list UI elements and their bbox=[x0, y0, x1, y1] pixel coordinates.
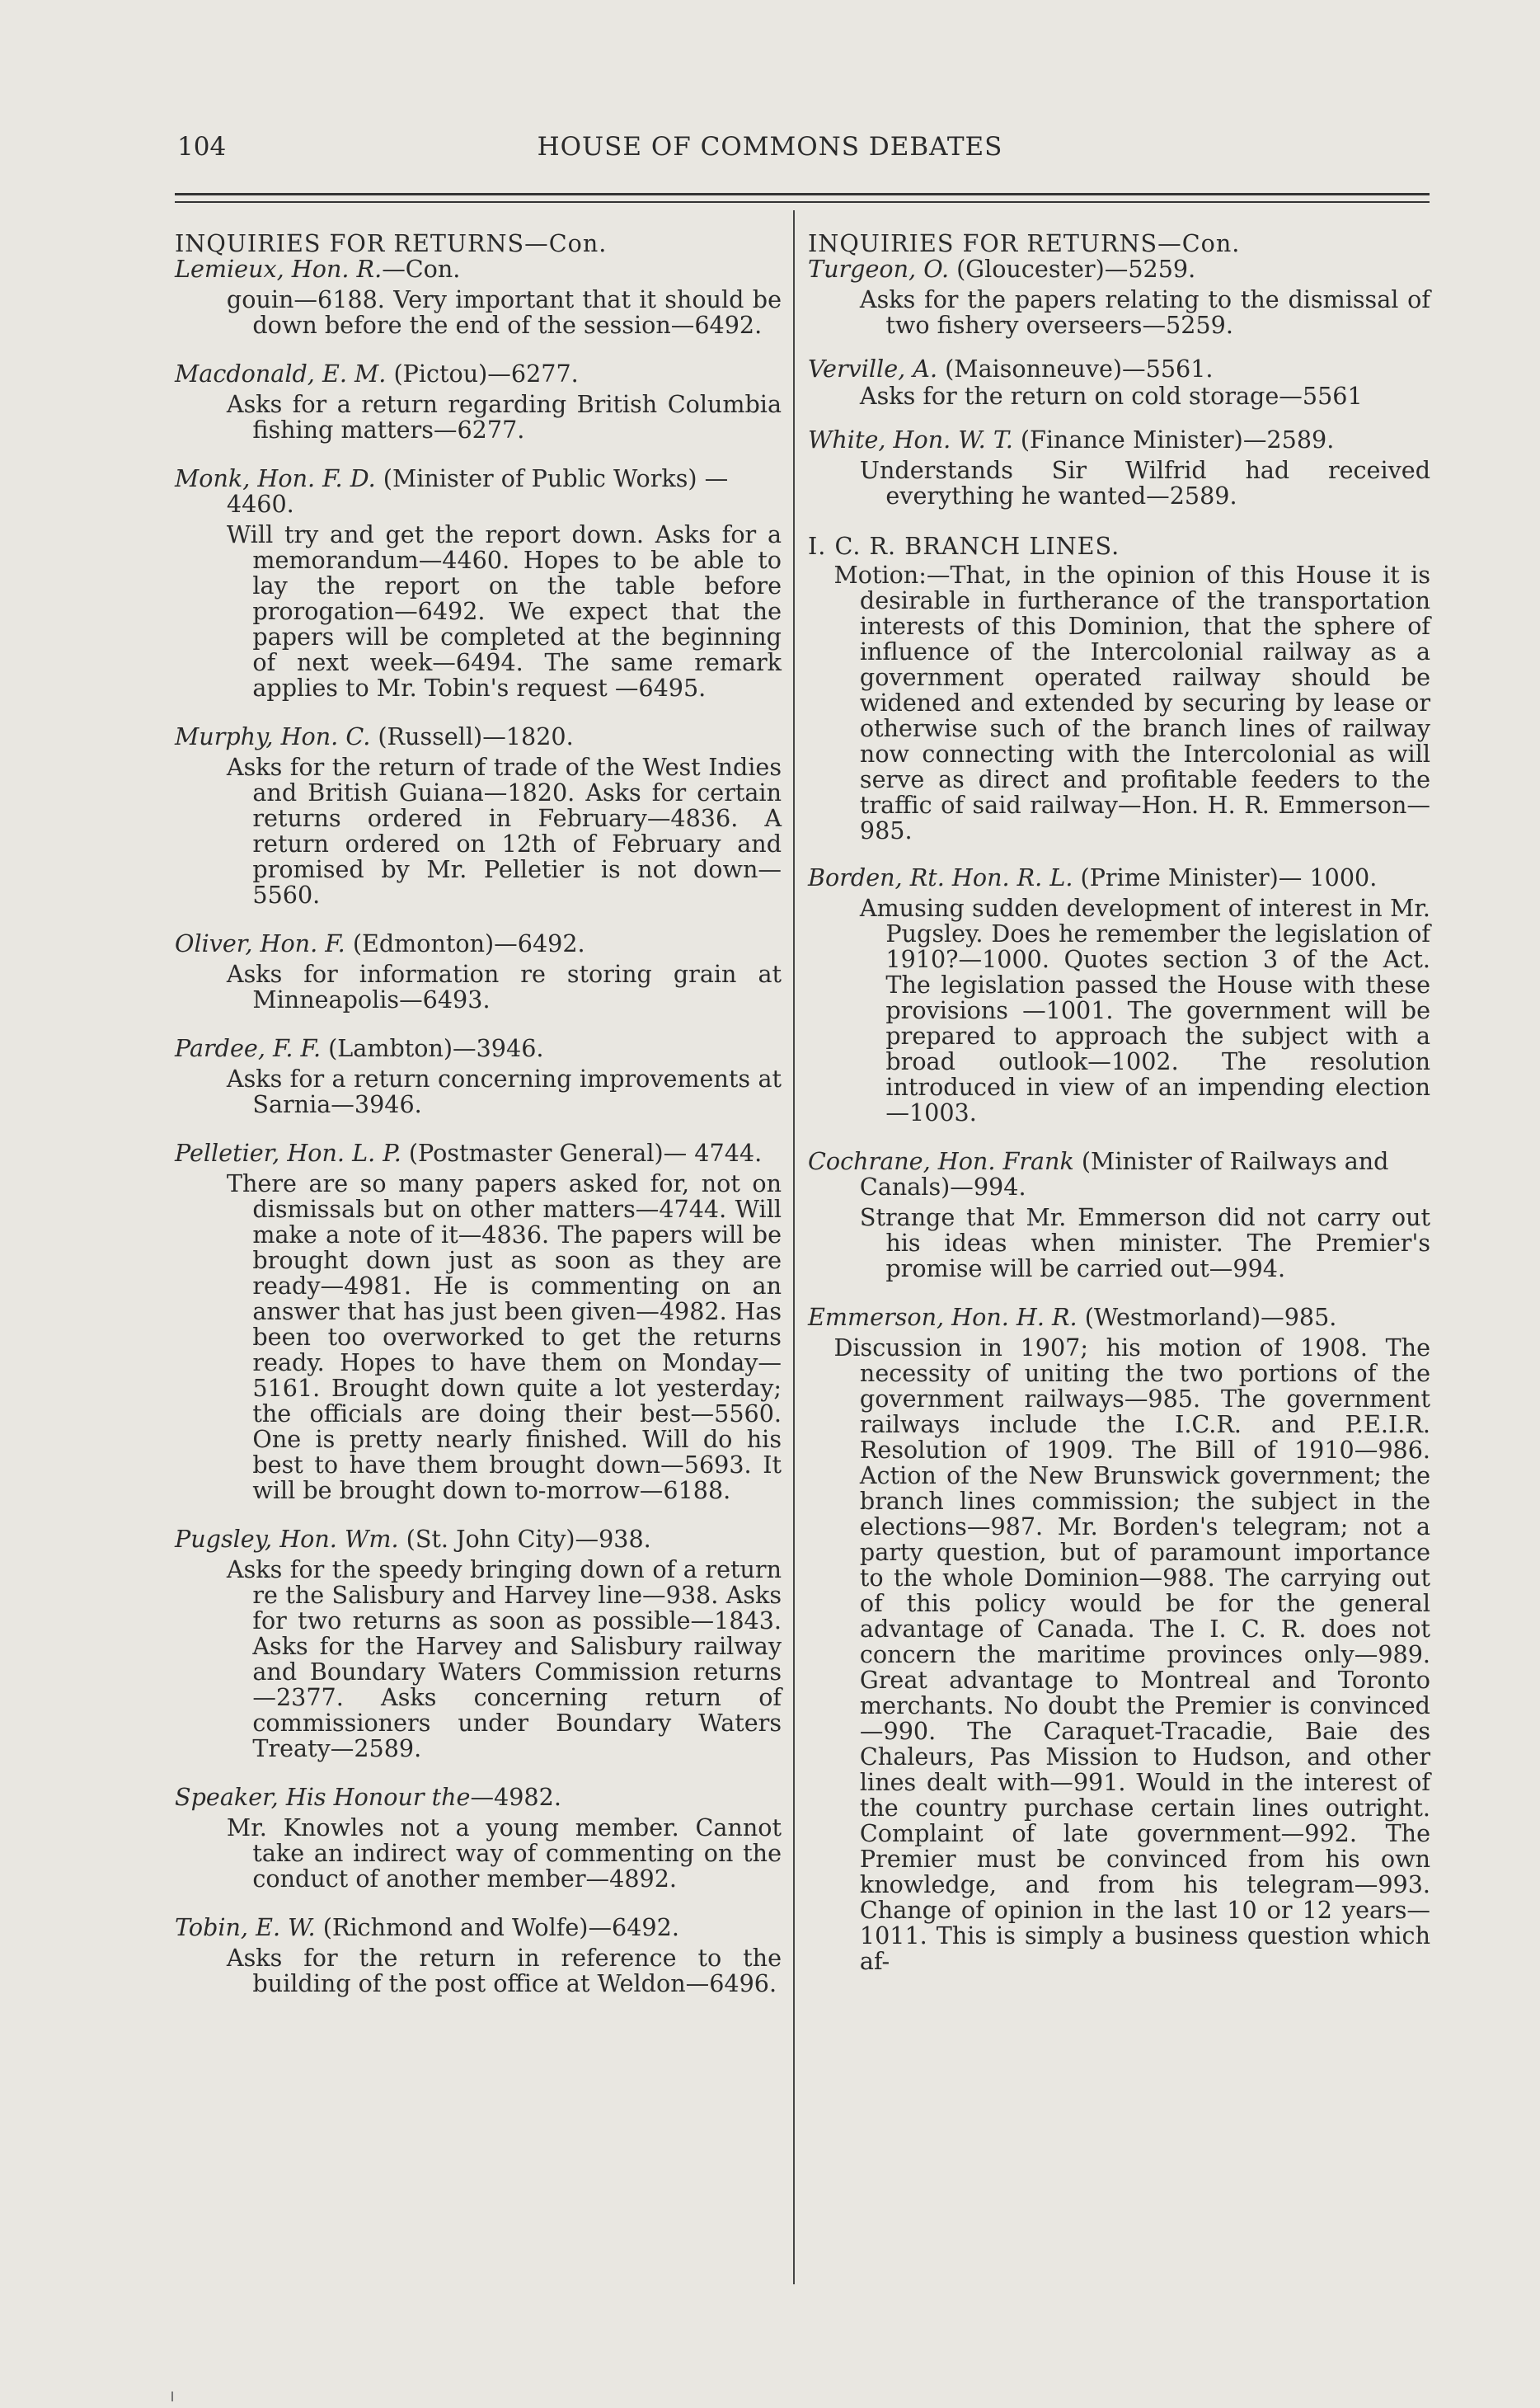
index-entry bbox=[175, 1526, 782, 1761]
speaker-name: Pardee, F. F. bbox=[175, 1034, 322, 1062]
column-divider bbox=[793, 210, 795, 2284]
entry-head bbox=[175, 1526, 782, 1552]
entry-body: Amusing sudden development of interest in Mr. Pugsley. Does he remember the legislation of 1910?—1000. Quotes section 3 of the Act. The legislation passed the House with these provisions —1001. The government will be prepared to approach the subject with a broad outlook—1002. The resolution introduced in view of an impending election—1003. bbox=[859, 894, 1430, 1126]
index-entry bbox=[808, 1149, 1430, 1282]
entry-head bbox=[175, 931, 782, 957]
page-header bbox=[0, 125, 1540, 167]
entry-body: Asks for the papers relating to the dismissal of two fishery overseers—5259. bbox=[859, 285, 1430, 339]
speaker-name: Borden, Rt. Hon. R. L. bbox=[808, 863, 1073, 891]
index-entry bbox=[175, 724, 782, 908]
index-entry bbox=[175, 1915, 782, 1996]
entry-head bbox=[808, 1305, 1430, 1330]
index-entry bbox=[175, 466, 782, 701]
entry-body: Discussion in 1907; his motion of 1908. The necessity of uniting the two portions of the government railways—985. The government railways include the I.C.R. and P.E.I.R. Resolution of 1909. The Bill of 1910—986. Action of the New Brunswick government; the branch lines commission; the subject in the elections—987. Mr. Borden's telegram; not a party question, but of paramount importance to the whole Dominion—988. The carrying out of this policy would be for the general advantage of Canada. The I. C. R. does not concern the maritime provinces only—989. Great advantage to Montreal and Toronto merchants. No doubt the Premier is convinced—990. The Caraquet-Tracadie, Baie des Chaleurs, Pas Mission to Hudson, and other lines dealt with—991. Would in the interest of the country purchase certain lines outright. Complaint of late government—992. The Premier must be convinced from his own knowledge, and from his telegram—993. Change of opinion in the last 10 or 12 years—1011. This is simply a business question which af- bbox=[833, 1333, 1430, 1975]
left-column bbox=[175, 223, 782, 1996]
speaker-detail: (Richmond and Wolfe)—6492. bbox=[315, 1913, 679, 1941]
index-entry bbox=[175, 361, 782, 443]
entry-head bbox=[175, 1141, 782, 1166]
entry-body: Asks for the speedy bringing down of a return re the Salisbury and Harvey line—938. Asks for two returns as soon as possible—1843. Asks for the Harvey and Salisbury railway and Boundary Waters Commission returns—2377. Asks concerning return of commissioners under Boundary Waters Treaty—2589. bbox=[226, 1555, 782, 1762]
speaker-detail: (Postmaster General)— 4744. bbox=[401, 1139, 763, 1167]
entry-head bbox=[175, 361, 782, 387]
speaker-detail: (Russell)—1820. bbox=[370, 722, 574, 750]
entry-body: Strange that Mr. Emmerson did not carry out his ideas when minister. The Premier's promise will be carried out—994. bbox=[859, 1203, 1430, 1282]
speaker-name: Oliver, Hon. F. bbox=[175, 929, 345, 957]
speaker-detail: (Prime Minister)— 1000. bbox=[1073, 863, 1378, 891]
entry-head bbox=[175, 724, 782, 750]
entry-body: Asks for the return in reference to the building of the post office at Weldon—6496. bbox=[226, 1944, 782, 1997]
index-entry bbox=[808, 865, 1430, 1126]
speaker-name: Pugsley, Hon. Wm. bbox=[175, 1525, 399, 1553]
entry-body: Asks for information re storing grain at Minneapolis—6493. bbox=[226, 960, 782, 1014]
speaker-detail: —4982. bbox=[470, 1783, 561, 1811]
speaker-name: Verville, A. bbox=[808, 355, 938, 383]
speaker-name: Turgeon, O. bbox=[808, 255, 950, 283]
speaker-name: Speaker, His Honour the bbox=[175, 1783, 471, 1811]
entry-head bbox=[175, 256, 782, 282]
scan-mark bbox=[171, 2392, 173, 2401]
speaker-name: Murphy, Hon. C. bbox=[175, 722, 371, 750]
entry-body: There are so many papers asked for, not on dismissals but on other matters—4744. Will make a note of it—4836. The papers will be brought down just as soon as they are ready—4981. He is commenting on an answer that has just been given—4982. Has been too overworked to get the returns ready. Hopes to have them on Monday—5161. Brought down quite a lot yesterday; the officials are doing their best—5560. One is pretty nearly finished. Will do his best to have them brought down—5693. It will be brought down to-morrow—6188. bbox=[226, 1169, 782, 1504]
motion-text: Motion:—That, in the opinion of this House it is desirable in furtherance of the transportation interests of this Dominion, that the sphere of influence of the Intercolonial railway as a government operated railway should be widened and extended by securing by lease or otherwise such of the branch lines of railway now connecting with the Intercolonial as will serve as direct and profitable feeders to the traffic of said railway—Hon. H. R. Emmerson—985. bbox=[833, 561, 1430, 844]
entry-head bbox=[175, 1036, 782, 1061]
index-entry bbox=[175, 1141, 782, 1503]
header-rule-thin bbox=[175, 201, 1430, 203]
entry-body: Mr. Knowles not a young member. Cannot take an indirect way of commenting on the conduct of another member—4892. bbox=[226, 1813, 782, 1893]
speaker-detail: (Maisonneuve)—5561. bbox=[937, 355, 1214, 383]
speaker-name: Cochrane, Hon. Frank bbox=[808, 1147, 1074, 1175]
entry-body: Asks for the return of trade of the West Indies and British Guiana—1820. Asks for certain returns ordered in February—4836. A return ordered on 12th of February and promised by Mr. Pelletier is not down—5560. bbox=[226, 753, 782, 909]
entry-body: gouin—6188. Very important that it should be down before the end of the session—6492. bbox=[226, 285, 782, 339]
entry-head bbox=[175, 466, 782, 517]
speaker-name: Lemieux, Hon. R. bbox=[175, 255, 383, 283]
page-title: HOUSE OF COMMONS DEBATES bbox=[537, 132, 1003, 162]
entry-head bbox=[175, 1785, 782, 1810]
index-entry bbox=[808, 427, 1430, 509]
page-number: 104 bbox=[177, 132, 227, 162]
speaker-detail: (St. John City)—938. bbox=[398, 1525, 651, 1553]
speaker-detail: (Pictou)—6277. bbox=[386, 360, 579, 388]
speaker-detail: (Edmonton)—6492. bbox=[345, 929, 585, 957]
entry-body: Asks for the return on cold storage—5561 bbox=[859, 382, 1363, 410]
index-entry bbox=[175, 1036, 782, 1117]
speaker-detail: (Lambton)—3946. bbox=[321, 1034, 544, 1062]
speaker-name: Emmerson, Hon. H. R. bbox=[808, 1303, 1078, 1331]
entry-body: Understands Sir Wilfrid had received everything he wanted—2589. bbox=[859, 456, 1430, 510]
speaker-name: White, Hon. W. T. bbox=[808, 426, 1013, 454]
index-entry bbox=[175, 1785, 782, 1892]
speaker-name: Tobin, E. W. bbox=[175, 1913, 316, 1941]
entry-body: Asks for a return concerning improvements at Sarnia—3946. bbox=[226, 1065, 782, 1118]
entry-head bbox=[808, 1149, 1430, 1200]
entry-body: Asks for a return regarding British Columbia fishing matters—6277. bbox=[226, 390, 782, 444]
entry-head bbox=[808, 865, 1430, 891]
index-entry bbox=[808, 356, 1430, 409]
section-heading: INQUIRIES FOR RETURNS—Con. bbox=[175, 229, 608, 257]
entry-head bbox=[175, 1915, 782, 1940]
speaker-name: Pelletier, Hon. L. P. bbox=[175, 1139, 401, 1167]
index-entry bbox=[808, 256, 1430, 338]
section-heading: INQUIRIES FOR RETURNS—Con. bbox=[808, 229, 1241, 257]
entry-body: Will try and get the report down. Asks for a memorandum—4460. Hopes to be able to lay the report on the table before prorogation—6492. We expect that the papers will be completed at the beginning of next week—6494. The same remark applies to Mr. Tobin's request —6495. bbox=[226, 520, 782, 702]
speaker-detail: (Finance Minister)—2589. bbox=[1012, 426, 1335, 454]
right-column bbox=[808, 223, 1430, 1974]
index-entry bbox=[175, 931, 782, 1013]
header-rule bbox=[175, 193, 1430, 195]
speaker-name: Monk, Hon. F. D. bbox=[175, 464, 376, 492]
speaker-detail: (Gloucester)—5259. bbox=[949, 255, 1196, 283]
entry-head bbox=[808, 427, 1430, 453]
index-entry bbox=[175, 256, 782, 338]
speaker-detail: (Minister of Railways and Canals)—994. bbox=[859, 1147, 1389, 1201]
speaker-name: Macdonald, E. M. bbox=[175, 360, 387, 388]
index-entry bbox=[808, 1305, 1430, 1974]
section-heading: I. C. R. BRANCH LINES. bbox=[808, 532, 1120, 560]
speaker-detail: —Con. bbox=[382, 255, 461, 283]
entry-head bbox=[808, 356, 1430, 382]
entry-head bbox=[808, 256, 1430, 282]
speaker-detail: (Westmorland)—985. bbox=[1077, 1303, 1337, 1331]
speaker-detail: (Minister of Public Works) —4460. bbox=[226, 464, 729, 518]
